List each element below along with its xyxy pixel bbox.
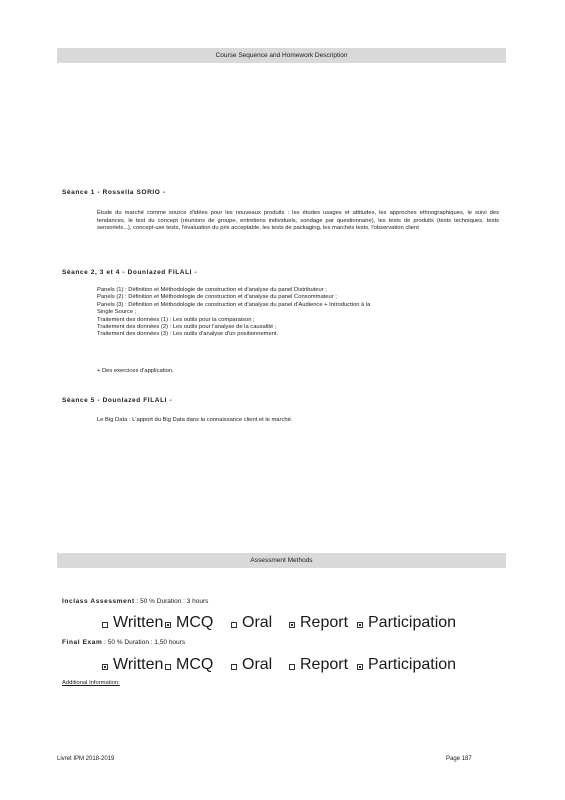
option-label: Participation (368, 614, 457, 631)
checkbox[interactable] (357, 664, 363, 670)
final-exam-detail: : 50 % Duration : 1,50 hours (104, 639, 186, 646)
footer-booklet: Livret IPM 2018-2019 (57, 756, 115, 762)
additional-information: Additional Information: (62, 680, 120, 686)
option-label: MCQ (176, 614, 214, 631)
final-option-report[interactable] (289, 656, 348, 674)
session-2-4-extra: + Des exercices d'application. (97, 368, 174, 374)
session-line: Panels (2) : Définition et Méthodologie de construction et d'analyse du panel Consommateur ; (97, 294, 337, 301)
option-label: Oral (242, 614, 273, 631)
checkbox[interactable] (231, 622, 237, 628)
checkbox[interactable] (102, 622, 108, 628)
session-line: Panels (3) : Définition et Méthodologie de construction et d'analyse du panel d'Audience + Introduction à la (97, 301, 371, 308)
checkbox[interactable] (165, 622, 171, 628)
option-label: Written (113, 656, 164, 673)
inclass-option-report[interactable] (289, 614, 348, 632)
checkbox[interactable] (231, 664, 237, 670)
session-1-text: Étude du marché comme source d'idées pour les nouveaux produits : les études usages et attitudes, les approches ethnographiques, le suivi des tendances, le test du concept (réunions de groupe, entretiens individuels, sondage par questionnaire), les tests de produits (tests techniques, tests sensoriels...), concept-use tests, l'évaluation du prix acceptable, les tests de packaging, les marchés tests, l'observation client (97, 210, 499, 232)
inclass-assessment-label: Inclass Assessment (62, 598, 135, 605)
session-1-title: Séance 1 - Rossella SORIO - (62, 189, 166, 196)
session-line: Single Source ; (97, 309, 137, 316)
session-5-title: Séance 5 - Dounlazed FILALI - (62, 397, 173, 404)
final-option-oral[interactable] (231, 656, 272, 674)
option-label: Report (300, 614, 349, 631)
option-label: Oral (242, 656, 273, 673)
checkbox[interactable] (102, 664, 108, 670)
final-option-mcq[interactable] (165, 656, 213, 674)
checkbox[interactable] (165, 664, 171, 670)
session-line: Traitement des données (1) : Les outils pour la comparaison ; (97, 316, 255, 323)
session-2-4-lines (97, 287, 370, 339)
session-2-4-title: Séance 2, 3 et 4 - Dounlazed FILALI - (62, 269, 198, 276)
final-option-participation[interactable] (357, 656, 456, 674)
inclass-option-participation[interactable] (357, 614, 456, 632)
final-option-written[interactable] (102, 656, 163, 674)
option-label: Report (300, 656, 349, 673)
inclass-option-written[interactable] (102, 614, 163, 632)
course-sequence-header: Course Sequence and Homework Description (57, 48, 506, 63)
option-label: Written (113, 614, 164, 631)
checkbox[interactable] (289, 664, 295, 670)
final-exam-label: Final Exam (62, 639, 103, 646)
session-5-text: Le Big Data : L'apport du Big Data dans la connaissance client et le marché. (97, 417, 293, 423)
session-line: Traitement des données (3) : Les outils d'analyse d'un positionnement. (97, 331, 279, 338)
option-label: Participation (368, 656, 457, 673)
option-label: MCQ (176, 656, 214, 673)
assessment-methods-header: Assessment Methods (57, 553, 506, 568)
page-number: Page 187 (446, 756, 472, 762)
session-line: Traitement des données (2) : Les outils pour l'analyse de la causalité ; (97, 324, 277, 331)
inclass-option-oral[interactable] (231, 614, 272, 632)
checkbox[interactable] (289, 622, 295, 628)
inclass-assessment-detail: : 50 % Duration : 3 hours (136, 598, 209, 605)
inclass-assessment-title (62, 598, 208, 605)
checkbox[interactable] (357, 622, 363, 628)
session-line: Panels (1) : Définition et Méthodologie de construction et d'analyse du panel Distributeur ; (97, 287, 327, 293)
final-exam-title (62, 639, 185, 646)
inclass-option-mcq[interactable] (165, 614, 213, 632)
